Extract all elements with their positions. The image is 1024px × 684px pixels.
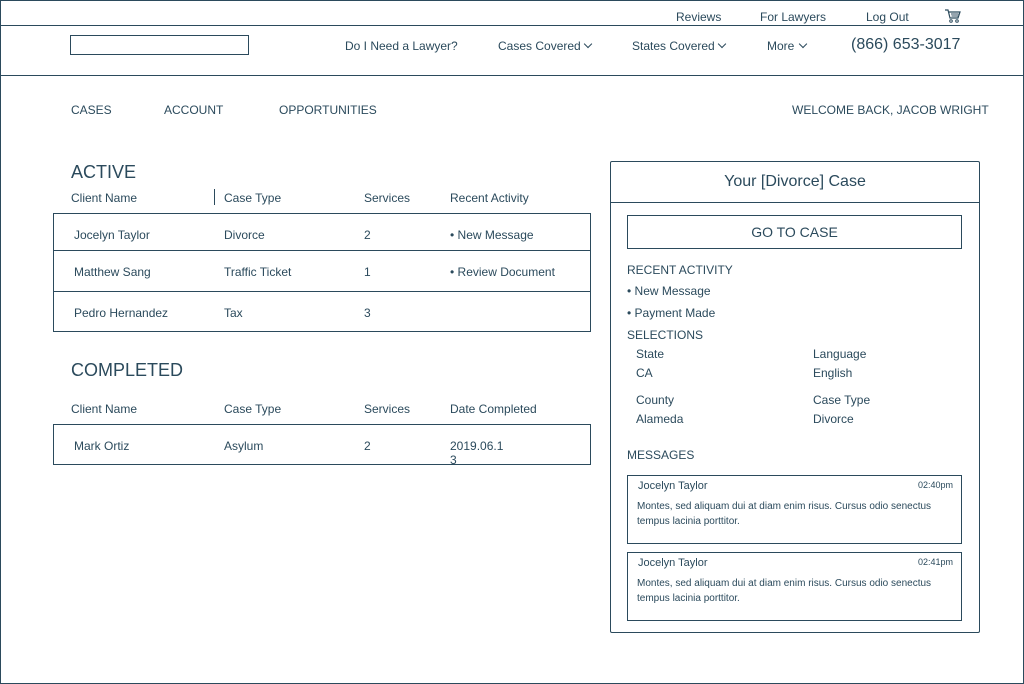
client-name: Jocelyn Taylor [74, 228, 150, 242]
tab-opportunities[interactable]: OPPORTUNITIES [279, 103, 377, 117]
date-completed-wrap: 3 [450, 453, 457, 467]
reviews-link[interactable]: Reviews [676, 10, 722, 24]
date-completed: 2019.06.1 [450, 439, 504, 453]
nav-more-label: More [767, 39, 795, 53]
chevron-down-icon [583, 40, 591, 48]
message-time: 02:40pm [917, 480, 953, 490]
state-label: State [636, 347, 665, 361]
message-sender: Jocelyn Taylor [638, 480, 708, 492]
recent-activity-item: • New Message [627, 284, 711, 298]
log-out-link[interactable]: Log Out [866, 10, 909, 24]
services-count: 2 [364, 228, 371, 242]
phone-number[interactable]: (866) 653-3017 [851, 36, 961, 53]
col-case-type: Case Type [224, 402, 282, 416]
col-date-completed: Date Completed [450, 402, 537, 416]
messages-label: MESSAGES [627, 448, 695, 462]
case-type: Divorce [224, 228, 265, 242]
services-count: 2 [364, 439, 371, 453]
services-count: 3 [364, 306, 371, 320]
case-type: Tax [224, 306, 243, 320]
case-type-value: Divorce [813, 412, 854, 426]
case-type: Traffic Ticket [224, 265, 292, 279]
case-type-label: Case Type [813, 393, 871, 407]
chevron-down-icon [717, 40, 725, 48]
client-name: Pedro Hernandez [74, 306, 169, 320]
nav-cases-covered-label: Cases Covered [498, 39, 581, 53]
col-recent-activity: Recent Activity [450, 191, 529, 205]
col-services: Services [364, 191, 411, 205]
go-to-case-button[interactable]: GO TO CASE [627, 215, 962, 249]
language-label: Language [813, 347, 867, 361]
chevron-down-icon [799, 40, 807, 48]
table-row[interactable] [54, 214, 590, 251]
completed-cases-table [53, 424, 591, 465]
table-row[interactable] [54, 291, 590, 331]
for-lawyers-link[interactable]: For Lawyers [760, 10, 827, 24]
nav-more[interactable] [767, 39, 806, 53]
welcome-message: WELCOME BACK, JACOB WRIGHT [792, 103, 989, 117]
col-client-name: Client Name [71, 402, 138, 416]
language-value: English [813, 366, 853, 380]
nav-states-covered-label: States Covered [632, 39, 715, 53]
table-row[interactable] [54, 425, 590, 467]
utility-bar [0, 0, 1024, 26]
recent-activity-label: RECENT ACTIVITY [627, 263, 733, 277]
client-name: Mark Ortiz [74, 439, 130, 453]
case-type: Asylum [224, 439, 264, 453]
county-value: Alameda [636, 412, 684, 426]
message-text: Montes, sed aliquam dui at diam enim risus. Cursus odio senectus tempus lacinia porttitor. [637, 578, 932, 604]
nav-do-i-need-a-lawyer[interactable]: Do I Need a Lawyer? [345, 39, 458, 53]
client-name: Matthew Sang [74, 265, 151, 279]
message-time: 02:41pm [917, 557, 953, 567]
message-card[interactable] [627, 552, 962, 621]
services-count: 1 [364, 265, 371, 279]
recent-activity-item: • Payment Made [627, 306, 716, 320]
logo-placeholder[interactable] [70, 35, 249, 55]
col-client-name: Client Name [71, 191, 138, 205]
panel-title: Your [Divorce] Case [611, 162, 979, 203]
table-row[interactable] [54, 251, 590, 291]
tab-account[interactable]: ACCOUNT [164, 103, 224, 117]
recent-activity: • Review Document [450, 265, 555, 279]
recent-activity: • New Message [450, 228, 534, 242]
selections-label: SELECTIONS [627, 328, 704, 342]
nav-cases-covered[interactable] [498, 39, 591, 53]
message-text: Montes, sed aliquam dui at diam enim risus. Cursus odio senectus tempus lacinia porttitor. [637, 501, 932, 527]
message-sender: Jocelyn Taylor [638, 557, 708, 569]
completed-section-title: COMPLETED [71, 360, 184, 380]
active-cases-table [53, 213, 591, 332]
county-label: County [636, 393, 675, 407]
message-card[interactable] [627, 475, 962, 544]
column-divider[interactable] [214, 189, 215, 205]
active-section-title: ACTIVE [71, 162, 137, 182]
main-navbar [0, 25, 1024, 76]
state-value: CA [636, 366, 653, 380]
case-detail-panel [610, 161, 980, 633]
tab-cases[interactable]: CASES [71, 103, 112, 117]
nav-states-covered[interactable] [632, 39, 725, 53]
col-services: Services [364, 402, 411, 416]
col-case-type: Case Type [224, 191, 282, 205]
